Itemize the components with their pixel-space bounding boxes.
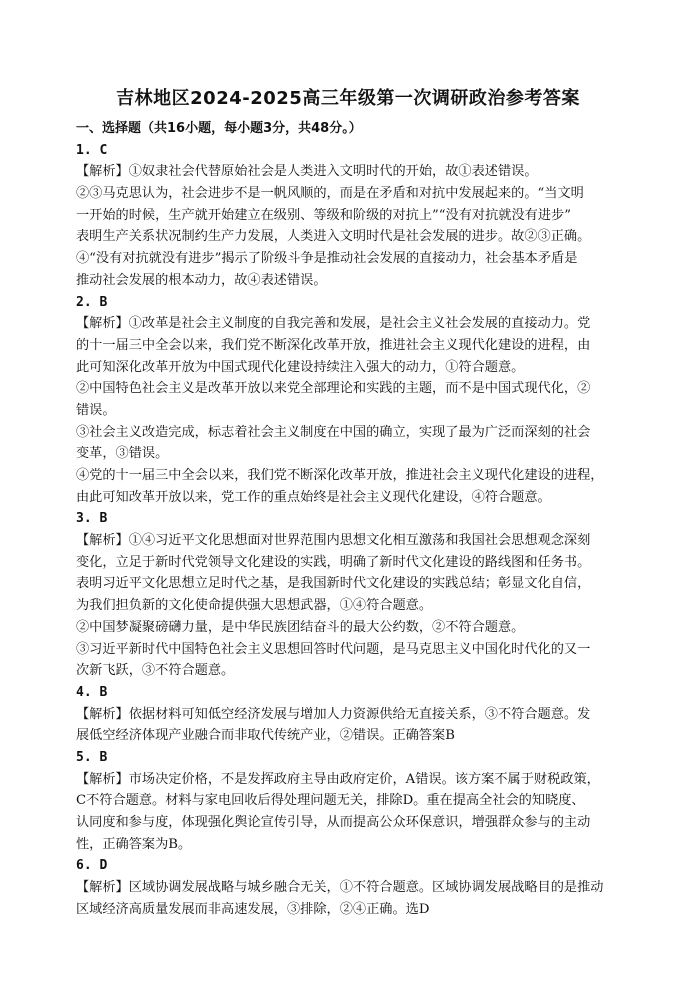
explanation-line: 【解析】区域协调发展战略与城乡融合无关，①不符合题意。区域协调发展战略目的是推动 bbox=[76, 880, 604, 896]
explanation-line: 【解析】①改革是社会主义制度的自我完善和发展，是社会主义社会发展的直接动力。党 bbox=[76, 316, 591, 332]
explanation-line: 变化，立足于新时代党领导文化建设的实践，明确了新时代文化建设的路线图和任务书。 bbox=[76, 554, 591, 570]
explanation-line: ②③马克思认为，社会进步不是一帆风顺的，而是在矛盾和对抗中发展起来的。“当文明 bbox=[76, 186, 584, 202]
explanation-line: 【解析】市场决定价格，不是发挥政府主导由政府定价，A错误。该方案不属于财税政策， bbox=[76, 771, 600, 787]
explanation-line: 由此可知改革开放以来，党工作的重点始终是社会主义现代化建设，④符合题意。 bbox=[76, 489, 551, 505]
explanation-line: 错误。 bbox=[76, 402, 116, 418]
explanation-line: 为我们担负新的文化使命提供强大思想武器，①④符合题意。 bbox=[76, 598, 433, 614]
section-heading: 一、选择题（共16小题，每小题3分，共48分。） bbox=[76, 121, 362, 136]
explanation-line: 认同度和参与度，体现强化舆论宣传引导，从而提高公众环保意识，增强群众参与的主动 bbox=[76, 815, 591, 830]
answer-line: 2. B bbox=[76, 294, 108, 310]
answer-line: 6. D bbox=[76, 858, 108, 874]
document-body bbox=[76, 118, 622, 920]
explanation-line: 【解析】依据材料可知低空经济发展与增加人力资源供给无直接关系，③不符合题意。发 bbox=[76, 706, 591, 722]
explanation-line: C不符合题意。材料与家电回收后得处理问题无关，排除D。重在提高全社会的知晓度、 bbox=[76, 793, 585, 809]
explanation-line: ③社会主义改造完成，标志着社会主义制度在中国的确立，实现了最为广泛而深刻的社会 bbox=[76, 424, 591, 440]
explanation-line: 一开始的时候，生产就开始建立在级别、等级和阶级的对抗上”“没有对抗就没有进步” bbox=[76, 207, 571, 223]
explanation-line: 表明习近平文化思想立足时代之基，是我国新时代文化建设的实践总结；彰显文化自信， bbox=[76, 576, 591, 592]
explanation-line: 【解析】①④习近平文化思想面对世界范围内思想文化相互激荡和我国社会思想观念深刻 bbox=[76, 533, 591, 549]
explanation-line: 性，正确答案为B。 bbox=[76, 836, 192, 852]
answer-line: 1. C bbox=[76, 142, 108, 158]
answer-line: 5. B bbox=[76, 749, 108, 765]
explanation-line: 展低空经济体现产业融合而非取代传统产业，②错误。正确答案B bbox=[76, 728, 455, 744]
explanation-line: 区域经济高质量发展而非高速发展，③排除，②④正确。选D bbox=[76, 901, 430, 917]
explanation-line: 次新飞跃，③不符合题意。 bbox=[76, 663, 235, 679]
explanation-line: 变革，③错误。 bbox=[76, 446, 169, 462]
explanation-line: ④党的十一届三中全会以来，我们党不断深化改革开放，推进社会主义现代化建设的进程， bbox=[76, 468, 604, 483]
explanation-line: ②中国特色社会主义是改革开放以来党全部理论和实践的主题，而不是中国式现代化，② bbox=[76, 381, 591, 397]
page-title: 吉林地区2024-2025高三年级第一次调研政治参考答案 bbox=[116, 88, 580, 109]
explanation-line: 【解析】①奴隶社会代替原始社会是人类进入文明时代的开始，故①表述错误。 bbox=[76, 164, 538, 180]
explanation-line: 此可知深化改革开放为中国式现代化建设持续注入强大的动力，①符合题意。 bbox=[76, 359, 525, 375]
explanation-line: ②中国梦凝聚磅礴力量，是中华民族团结奋斗的最大公约数，②不符合题意。 bbox=[76, 619, 525, 635]
explanation-line: 推动社会发展的根本动力，故④表述错误。 bbox=[76, 272, 327, 288]
explanation-line: ③习近平新时代中国特色社会主义思想回答时代问题，是马克思主义中国化时代化的又一 bbox=[76, 641, 591, 657]
answer-line: 4. B bbox=[76, 684, 108, 700]
answer-line: 3. B bbox=[76, 511, 108, 527]
explanation-line: 的十一届三中全会以来，我们党不断深化改革开放，推进社会主义现代化建设的进程，由 bbox=[76, 337, 591, 353]
explanation-line: 表明生产关系状况制约生产力发展，人类进入文明时代是社会发展的进步。故②③正确。 bbox=[76, 229, 591, 245]
explanation-line: ④“没有对抗就没有进步”揭示了阶级斗争是推动社会发展的直接动力，社会基本矛盾是 bbox=[76, 251, 578, 267]
